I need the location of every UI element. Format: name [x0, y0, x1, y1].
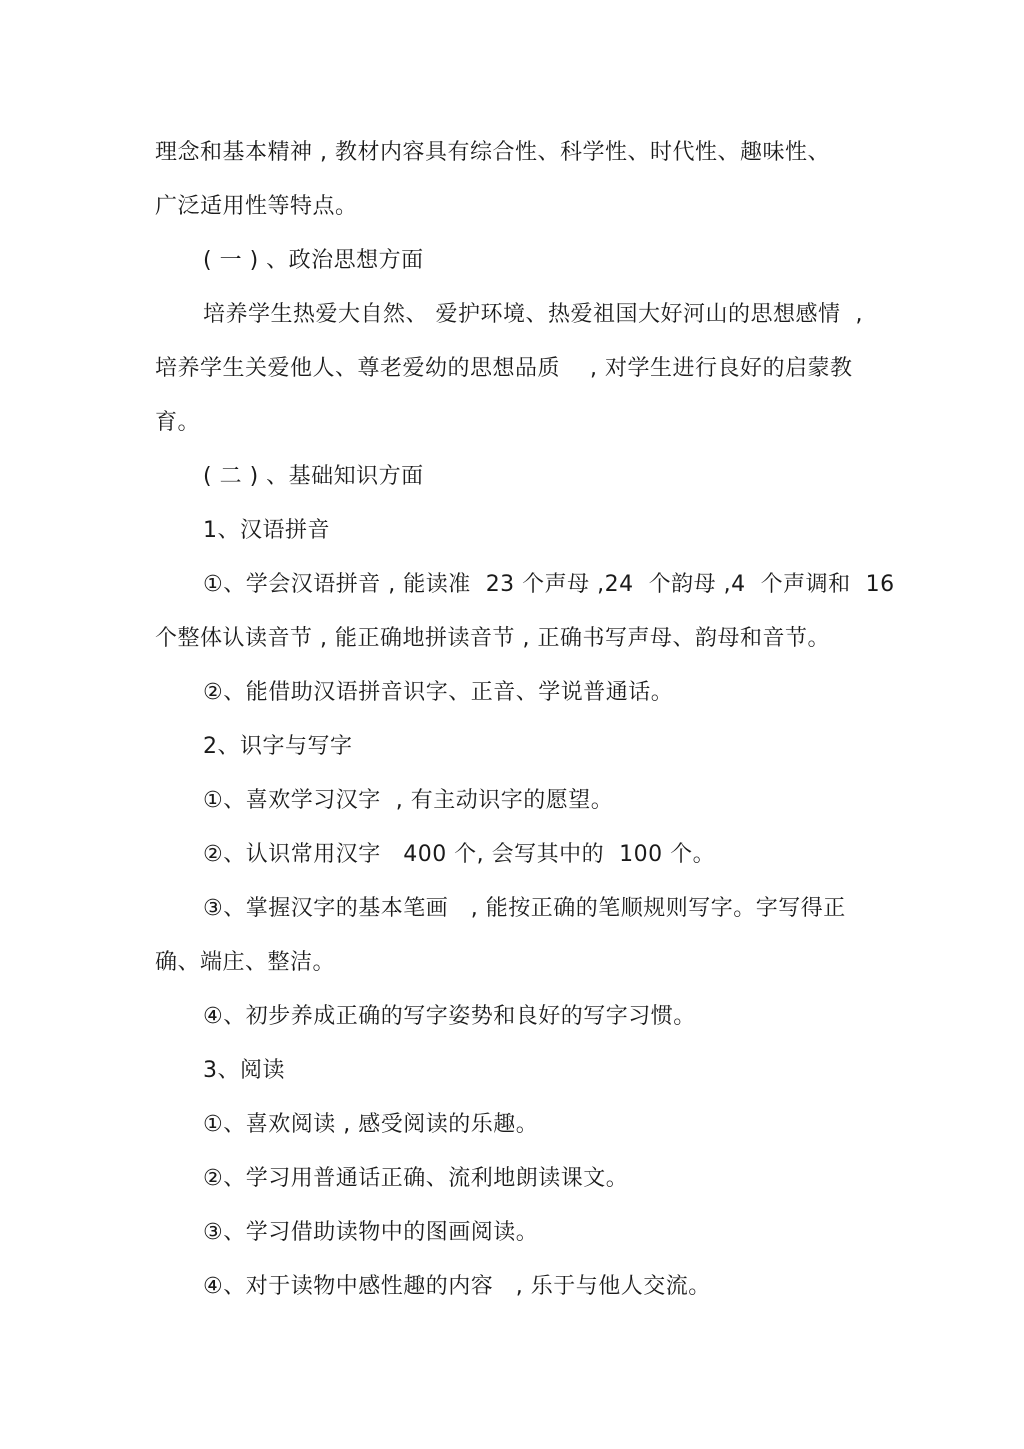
- text-line: 培养学生关爱他人、尊老爱幼的思想品质 , 对学生进行良好的启蒙教: [155, 356, 853, 381]
- text-line: 广泛适用性等特点。: [155, 194, 358, 219]
- text-line: 确、端庄、整洁。: [155, 950, 336, 975]
- text-line: 理念和基本精神 , 教材内容具有综合性、科学性、时代性、趣味性、: [155, 140, 830, 165]
- text-line: ③、学习借助读物中的图画阅读。: [203, 1220, 539, 1245]
- text-line: ②、学习用普通话正确、流利地朗读课文。: [203, 1166, 629, 1191]
- text-line: 个整体认读音节 , 能正确地拼读音节 , 正确书写声母、韵母和音节。: [155, 626, 830, 651]
- text-line: ②、能借助汉语拼音识字、正音、学说普通话。: [203, 680, 674, 705]
- text-line: 培养学生热爱大自然、 爱护环境、热爱祖国大好河山的思想感情 ,: [203, 302, 863, 327]
- text-line: ①、学会汉语拼音 , 能读准 23 个声母 ,24 个韵母 ,4 个声调和 16: [203, 572, 895, 597]
- section-heading: ( 二 ) 、基础知识方面: [203, 464, 424, 489]
- text-line: ③、掌握汉字的基本笔画 , 能按正确的笔顺规则写字。字写得正: [203, 896, 846, 921]
- text-line: ①、喜欢学习汉字 , 有主动识字的愿望。: [203, 788, 614, 813]
- section-heading: ( 一 ) 、政治思想方面: [203, 248, 424, 273]
- subsection-heading: 1、汉语拼音: [203, 518, 330, 543]
- text-line: ④、初步养成正确的写字姿势和良好的写字习惯。: [203, 1004, 696, 1029]
- text-line: ④、对于读物中感性趣的内容 , 乐于与他人交流。: [203, 1274, 711, 1299]
- text-line: ②、认识常用汉字 400 个, 会写其中的 100 个。: [203, 842, 716, 867]
- text-line: 育。: [155, 410, 201, 435]
- subsection-heading: 2、识字与写字: [203, 734, 353, 759]
- subsection-heading: 3、阅读: [203, 1058, 285, 1083]
- text-line: ①、喜欢阅读 , 感受阅读的乐趣。: [203, 1112, 539, 1137]
